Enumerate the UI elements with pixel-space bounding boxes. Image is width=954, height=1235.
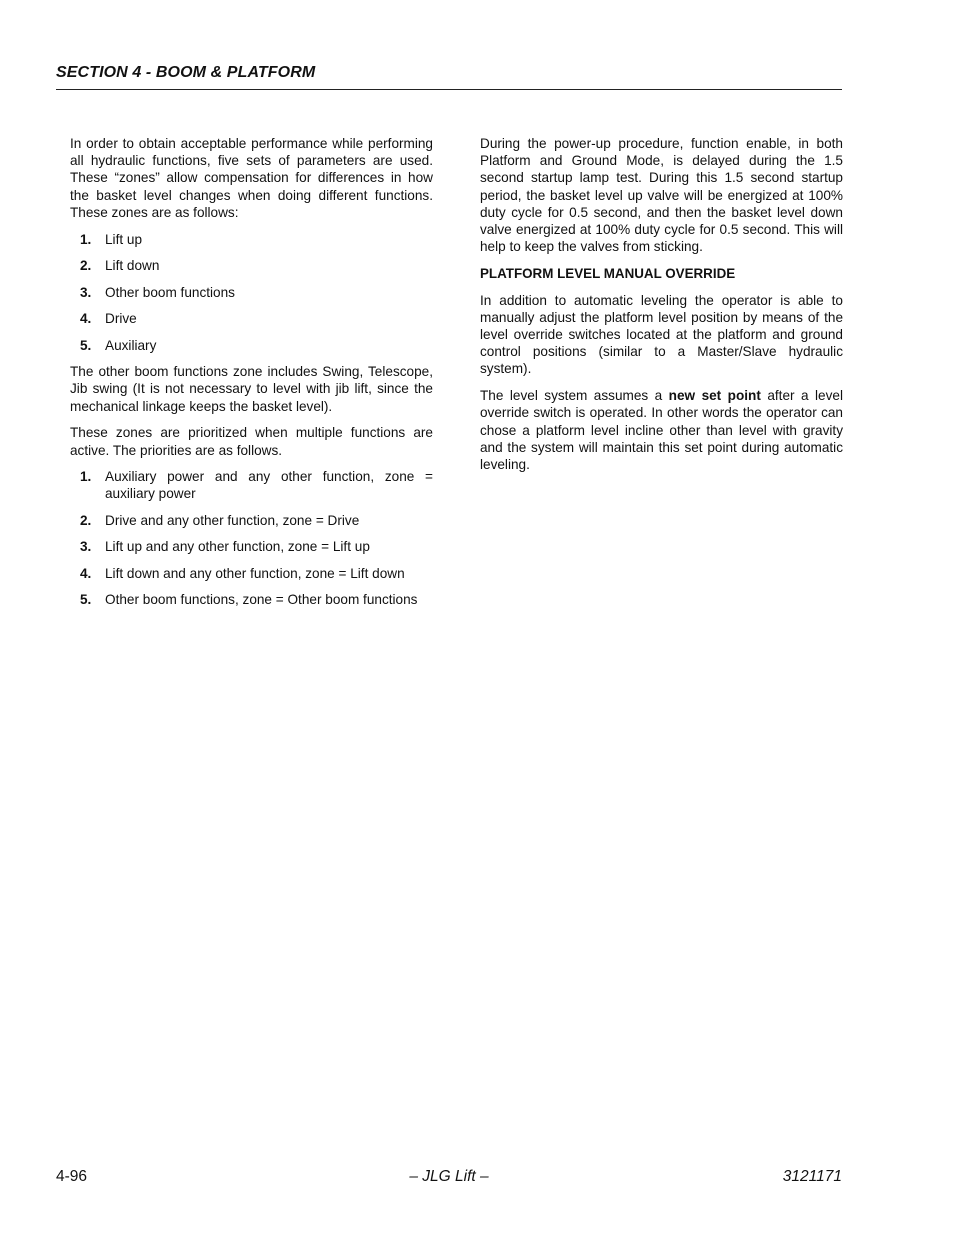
page-number: 4-96 (56, 1168, 88, 1185)
zones-list (70, 231, 433, 354)
list-item: 3. Lift up and any other function, zone = Lift up (80, 539, 370, 555)
left-column (70, 135, 433, 618)
list-item: 4. Lift down and any other function, zone = Lift down (80, 565, 405, 581)
list-item: 5. Auxiliary (80, 337, 157, 353)
list-item: 5. Other boom functions, zone = Other boom functions (80, 592, 418, 608)
footer-brand: – JLG Lift – (409, 1168, 489, 1185)
document-number: 3121171 (782, 1168, 842, 1185)
list-item: 1. Auxiliary power and any other function, zone = auxiliary power (80, 469, 433, 502)
intro-paragraph: In order to obtain acceptable performance while performing all hydraulic functions, five sets of parameters are used. These “zones” allow compensation for differences in how the basket level changes when doing different functions. These zones are as follows: (70, 136, 433, 220)
list-item: 4. Drive (80, 311, 137, 327)
priorities-intro: These zones are prioritized when multiple functions are active. The priorities are as follows. (70, 425, 433, 458)
page-header (56, 64, 842, 90)
list-item: 3. Other boom functions (80, 284, 235, 300)
override-heading: PLATFORM LEVEL MANUAL OVERRIDE (480, 265, 736, 281)
list-item: 1. Lift up (80, 231, 143, 247)
right-column (480, 135, 843, 483)
override-paragraph: In addition to automatic leveling the operator is able to manually adjust the platform level position by means of the level override switches located at the platform and ground control positions (similar to a Master/Slave hydraulic system). (480, 292, 843, 377)
list-item: 2. Lift down (80, 258, 160, 274)
list-item: 2. Drive and any other function, zone = Drive (80, 512, 360, 528)
setpoint-paragraph: The level system assumes a new set point after a level override switch is operated. In other words the operator can chose a platform level incline other than level with gravity and the system will maintain this set point during automatic leveling. (480, 388, 843, 472)
section-title: SECTION 4 - BOOM & PLATFORM (56, 64, 316, 81)
page-footer (56, 1168, 842, 1188)
priorities-list (70, 468, 433, 608)
other-zone-paragraph: The other boom functions zone includes Swing, Telescope, Jib swing (It is not necessary to level with jib lift, since the mechanical linkage keeps the basket level). (70, 364, 433, 414)
powerup-paragraph: During the power-up procedure, function enable, in both Platform and Ground Mode, is delayed during the 1.5 second startup lamp test. During this 1.5 second startup period, the basket level up valve will be energized at 100% duty cycle for 0.5 second, and then the basket level down valve energized at 100% duty cycle for 0.5 second. This will help to keep the valves from sticking. (480, 136, 843, 255)
set-point-emphasis: new set point (668, 388, 761, 404)
